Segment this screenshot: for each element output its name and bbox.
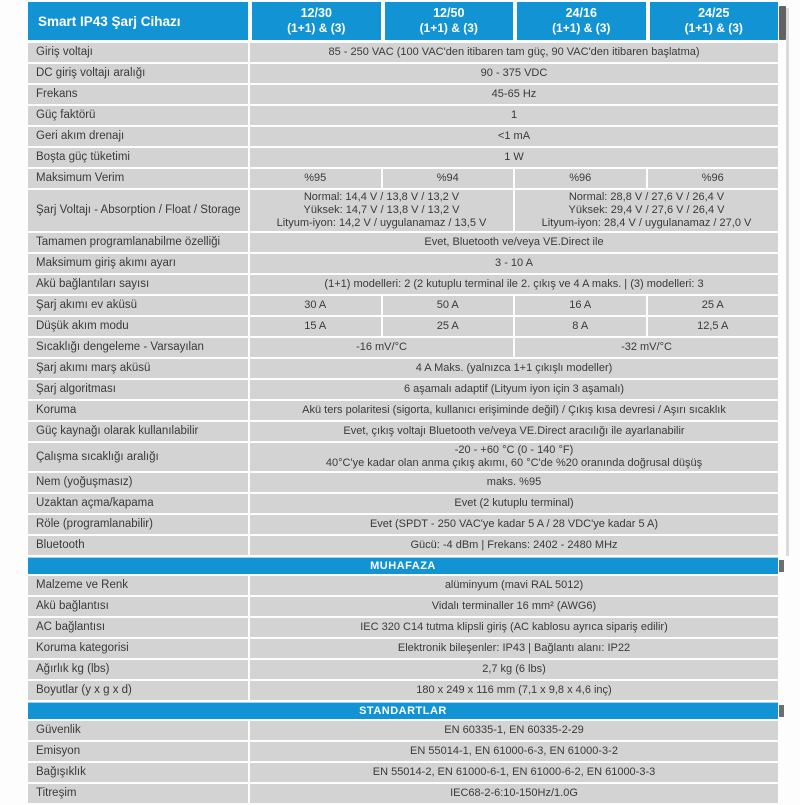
- value-cell: 6 aşamalı adaptif (Lityum iyon için 3 aşamalı): [250, 380, 778, 399]
- value-cell: 1 W: [250, 148, 778, 167]
- row-label: Şarj Voltajı - Absorption / Float / Storage: [28, 190, 248, 231]
- table-row: [28, 681, 778, 700]
- table-row: [28, 338, 778, 357]
- table-row: [28, 64, 778, 83]
- table-row: [28, 401, 778, 420]
- row-label: Giriş voltajı: [28, 43, 248, 62]
- table-row: [28, 148, 778, 167]
- row-label: Frekans: [28, 85, 248, 104]
- table-header-row: [28, 2, 778, 40]
- value-cell: 4 A Maks. (yalnızca 1+1 çıkışlı modeller): [250, 359, 778, 378]
- value-cell: Evet, Bluetooth ve/veya VE.Direct ile: [250, 233, 778, 252]
- row-label: Şarj algoritması: [28, 380, 248, 399]
- page-edge-scan-line: [786, 8, 789, 556]
- table-row: [28, 169, 778, 188]
- row-label: Çalışma sıcaklığı aralığı: [28, 443, 248, 471]
- value-cell: %95: [250, 169, 381, 188]
- table-row: [28, 443, 778, 471]
- column-model: 24/25: [698, 6, 730, 20]
- row-label: Şarj akımı ev aküsü: [28, 296, 248, 315]
- table-row: [28, 275, 778, 294]
- column-variant: (1+1) & (3): [684, 21, 743, 35]
- table-row: [28, 422, 778, 441]
- column-model: 12/50: [433, 6, 465, 20]
- row-label: Sıcaklığı dengeleme - Varsayılan: [28, 338, 248, 357]
- value-cell: maks. %95: [250, 473, 778, 492]
- table-row: [28, 296, 778, 315]
- value-cell: Normal: 14,4 V / 13,8 V / 13,2 V Yüksek: 14,7 V / 13,8 V / 13,2 V Lityum-iyon: 14,2 V / uygulanamaz / 13,5 V: [250, 190, 513, 231]
- section-header: STANDARTLAR: [28, 702, 778, 719]
- table-row: [28, 660, 778, 679]
- column-variant: (1+1) & (3): [419, 21, 478, 35]
- table-title: Smart IP43 Şarj Cihazı: [28, 2, 248, 40]
- value-cell: %96: [648, 169, 779, 188]
- value-cell: Elektronik bileşenler: IP43 | Bağlantı alanı: IP22: [250, 639, 778, 658]
- row-label: DC giriş voltajı aralığı: [28, 64, 248, 83]
- table-row: [28, 742, 778, 761]
- table-row: [28, 784, 778, 803]
- value-cell: Vidalı terminaller 16 mm² (AWG6): [250, 597, 778, 616]
- value-cell: 45-65 Hz: [250, 85, 778, 104]
- table-row: [28, 576, 778, 595]
- table-row: [28, 43, 778, 62]
- value-cell: 1: [250, 106, 778, 125]
- table-row: [28, 85, 778, 104]
- value-cell: 8 A: [515, 317, 646, 336]
- row-label: Malzeme ve Renk: [28, 576, 248, 595]
- column-header-12-50: [385, 2, 514, 40]
- value-cell: EN 55014-1, EN 61000-6-3, EN 61000-3-2: [250, 742, 778, 761]
- value-cell: <1 mA: [250, 127, 778, 146]
- value-cell: 2,7 kg (6 lbs): [250, 660, 778, 679]
- value-cell: Evet (SPDT - 250 VAC'ye kadar 5 A / 28 VDC'ye kadar 5 A): [250, 515, 778, 534]
- value-cell: 90 - 375 VDC: [250, 64, 778, 83]
- value-cell: %96: [515, 169, 646, 188]
- row-label: Güç faktörü: [28, 106, 248, 125]
- row-label: Güvenlik: [28, 721, 248, 740]
- table-row: [28, 763, 778, 782]
- row-label: Bağışıklık: [28, 763, 248, 782]
- value-cell: 30 A: [250, 296, 381, 315]
- table-row: [28, 597, 778, 616]
- table-row: [28, 473, 778, 492]
- table-row: [28, 494, 778, 513]
- value-cell: 25 A: [648, 296, 779, 315]
- value-cell: 12,5 A: [648, 317, 779, 336]
- value-cell: Evet (2 kutuplu terminal): [250, 494, 778, 513]
- row-label: Geri akım drenajı: [28, 127, 248, 146]
- table-row: [28, 380, 778, 399]
- value-cell: Gücü: -4 dBm | Frekans: 2402 - 2480 MHz: [250, 536, 778, 555]
- value-cell: (1+1) modelleri: 2 (2 kutuplu terminal ile 2. çıkış ve 4 A maks. | (3) modelleri: 3: [250, 275, 778, 294]
- table-row: [28, 233, 778, 252]
- value-cell: 16 A: [515, 296, 646, 315]
- row-label: Tamamen programlanabilme özelliği: [28, 233, 248, 252]
- value-cell: 180 x 249 x 116 mm (7,1 x 9,8 x 4,6 inç): [250, 681, 778, 700]
- value-cell: IEC68-2-6:10-150Hz/1.0G: [250, 784, 778, 803]
- table-row: [28, 515, 778, 534]
- row-label: Nem (yoğuşmasız): [28, 473, 248, 492]
- table-row: [28, 106, 778, 125]
- column-header-24-16: [517, 2, 646, 40]
- table-row: [28, 639, 778, 658]
- value-cell: Normal: 28,8 V / 27,6 V / 26,4 V Yüksek: 29,4 V / 27,6 V / 26,4 V Lityum-iyon: 28,4 V / uygulanamaz / 27,0 V: [515, 190, 778, 231]
- value-cell: IEC 320 C14 tutma klipsli giriş (AC kablosu ayrıca sipariş edilir): [250, 618, 778, 637]
- row-label: Maksimum Verim: [28, 169, 248, 188]
- row-label: Boyutlar (y x g x d): [28, 681, 248, 700]
- row-label: Uzaktan açma/kapama: [28, 494, 248, 513]
- column-model: 24/16: [565, 6, 597, 20]
- row-label: Akü bağlantısı: [28, 597, 248, 616]
- table-row: [28, 254, 778, 273]
- row-label: Güç kaynağı olarak kullanılabilir: [28, 422, 248, 441]
- table-row: [28, 127, 778, 146]
- column-header-24-25: [650, 2, 779, 40]
- value-cell: 15 A: [250, 317, 381, 336]
- row-label: Şarj akımı marş aküsü: [28, 359, 248, 378]
- spec-table: [28, 2, 778, 805]
- table-row: [28, 536, 778, 555]
- row-label: Düşük akım modu: [28, 317, 248, 336]
- table-row: [28, 721, 778, 740]
- row-label: Emisyon: [28, 742, 248, 761]
- row-label: Ağırlık kg (lbs): [28, 660, 248, 679]
- value-cell: 3 - 10 A: [250, 254, 778, 273]
- column-variant: (1+1) & (3): [287, 21, 346, 35]
- column-header-12-30: [252, 2, 381, 40]
- row-label: Koruma kategorisi: [28, 639, 248, 658]
- row-label: Akü bağlantıları sayısı: [28, 275, 248, 294]
- value-cell: -32 mV/°C: [515, 338, 778, 357]
- value-cell: EN 55014-2, EN 61000-6-1, EN 61000-6-2, EN 61000-3-3: [250, 763, 778, 782]
- table-row: [28, 317, 778, 336]
- value-cell: 85 - 250 VAC (100 VAC'den itibaren tam güç, 90 VAC'den itibaren başlatma): [250, 43, 778, 62]
- value-cell: 25 A: [383, 317, 514, 336]
- value-cell: 50 A: [383, 296, 514, 315]
- section-header: MUHAFAZA: [28, 557, 778, 574]
- column-variant: (1+1) & (3): [552, 21, 611, 35]
- value-cell: Evet, çıkış voltajı Bluetooth ve/veya VE.Direct aracılığı ile ayarlanabilir: [250, 422, 778, 441]
- value-cell: Akü ters polaritesi (sigorta, kullanıcı erişiminde değil) / Çıkış kısa devresi / Aşırı sıcaklık: [250, 401, 778, 420]
- row-label: Maksimum giriş akımı ayarı: [28, 254, 248, 273]
- row-label: Bluetooth: [28, 536, 248, 555]
- value-cell: EN 60335-1, EN 60335-2-29: [250, 721, 778, 740]
- row-label: Boşta güç tüketimi: [28, 148, 248, 167]
- row-label: Titreşim: [28, 784, 248, 803]
- table-body: [28, 43, 778, 803]
- table-row: [28, 190, 778, 231]
- value-cell: -20 - +60 °C (0 - 140 °F) 40°C'ye kadar olan anma çıkış akımı, 60 °C'de %20 oranında doğrusal düşüş: [250, 443, 778, 471]
- value-cell: alüminyum (mavi RAL 5012): [250, 576, 778, 595]
- value-cell: -16 mV/°C: [250, 338, 513, 357]
- row-label: Koruma: [28, 401, 248, 420]
- column-model: 12/30: [300, 6, 332, 20]
- table-row: [28, 618, 778, 637]
- value-cell: %94: [383, 169, 514, 188]
- row-label: AC bağlantısı: [28, 618, 248, 637]
- row-label: Röle (programlanabilir): [28, 515, 248, 534]
- table-row: [28, 359, 778, 378]
